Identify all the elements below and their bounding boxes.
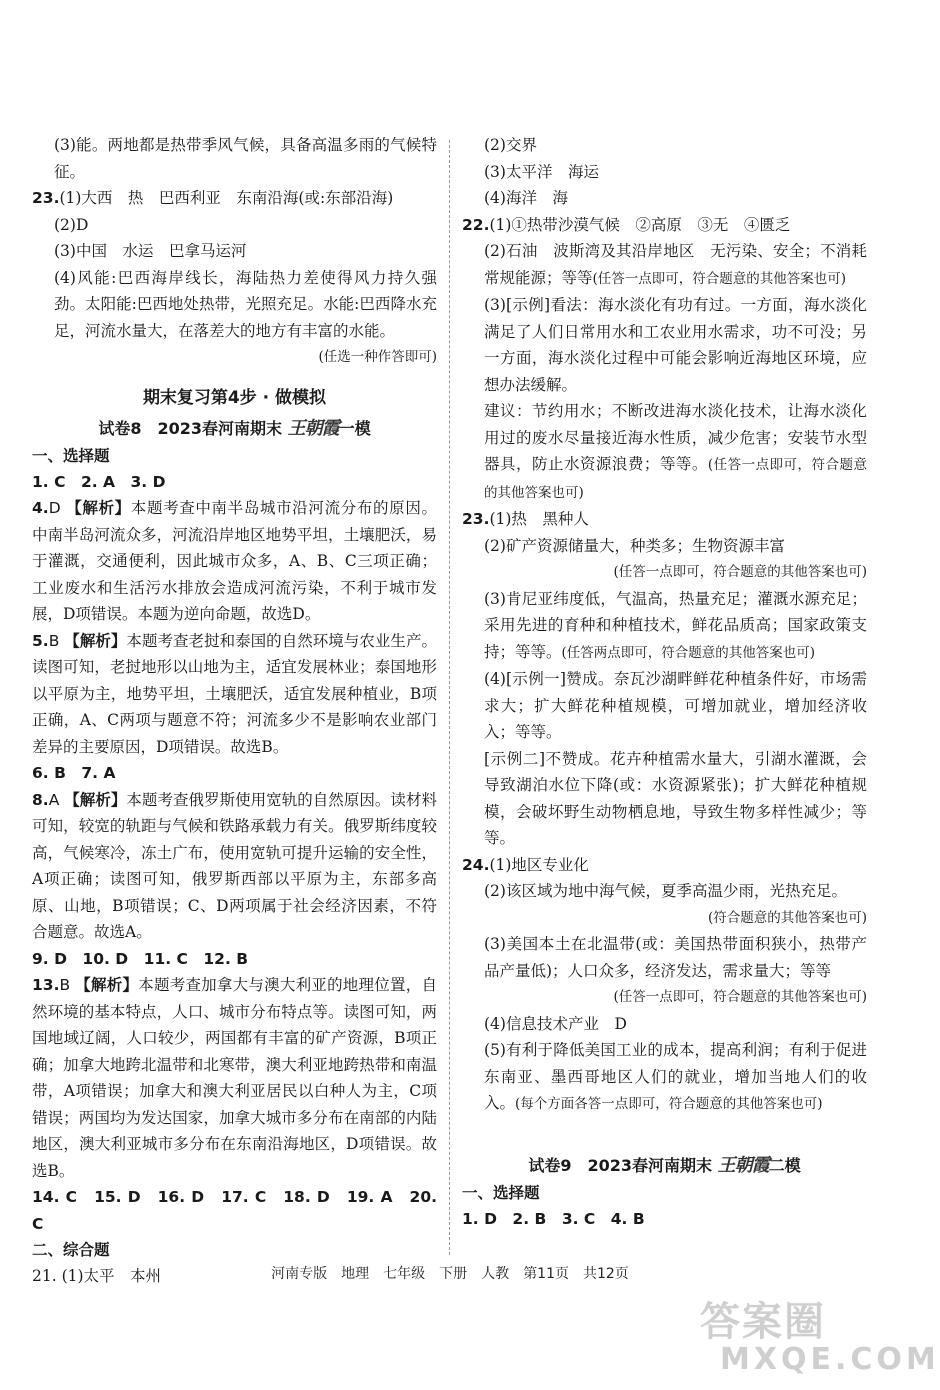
q23r-answer-2: (2)矿产资源储量大，种类多；生物资源丰富: [484, 536, 785, 555]
q1-3-answers: 1. C 2. A 3. D: [32, 472, 166, 491]
paper8-suffix: 一模: [338, 418, 371, 438]
q23r-a4b-text: 不赞成。花卉种植需水量大，引湖水灌溉，会导致湖泊水位下降(或：水资源紧张)；扩大鲜花种植规模，会破坏野生动物栖息地，导致生物多样性减少；等等。: [484, 749, 867, 847]
q23r-a4-text: 赞成。奈瓦沙湖畔鲜花种植条件好，市场需求大；扩大鲜花种植规模，可增加就业，增加经济收入；等等。: [484, 670, 867, 741]
q5-explanation: [32, 628, 437, 761]
q14-20-answers: 14. C 15. D 16. D 17. C 18. D 19. A 20. C: [32, 1188, 437, 1233]
q4-number: 4.: [32, 499, 49, 517]
paper9-q1-4-answers: 1. D 2. B 3. C 4. B: [462, 1209, 645, 1228]
column-divider: [449, 140, 450, 1255]
q8-number: 8.: [32, 790, 49, 809]
watermark-line1: 答案圈: [700, 1299, 826, 1345]
q5-answer: B: [48, 631, 60, 650]
q22-answer-1: [462, 212, 867, 239]
q24-a5-text: (5)有利于降低美国工业的成本，提高利润；有利于促进东南亚、墨西哥地区人们的就业，增加当地人们的收入。: [484, 1041, 867, 1112]
q5-analysis-tag: 【解析】: [64, 630, 127, 650]
q22-a3-note: (任答一点即可，符合题意的其他答案也可): [484, 457, 867, 501]
q24-number: 24.: [462, 855, 490, 874]
q23r-a2-note: (任答一点即可，符合题意的其他答案也可): [613, 564, 867, 580]
q4-answer: D: [48, 499, 61, 517]
q8-answer: A: [48, 790, 60, 809]
q23r-a4-tag: (4)[示例一]: [484, 670, 566, 688]
q23-answer-1: [32, 185, 437, 212]
q23r-answer-3: [462, 586, 867, 667]
q24-answer-2: (2)该区域为地中海气候，夏季高温少雨，光热充足。: [484, 882, 847, 900]
section-title: 期末复习第4步 · 做模拟: [142, 387, 327, 408]
q23r-a4b-tag: [示例二]: [484, 749, 545, 768]
q24-a1-text: (1)地区专业化: [489, 855, 589, 874]
q24-a5-note: (每个方面各答一点即可，符合题意的其他答案也可): [515, 1096, 823, 1112]
q23r-a3-note: (任答两点即可，符合题意的其他答案也可): [561, 644, 816, 661]
part1-heading: 一、选择题: [32, 446, 110, 465]
q5-number: 5.: [32, 631, 49, 650]
q24-answer-3: (3)美国本土在北温带(或：美国热带面积狭小，热带产品产量低)；人口众多，经济发达，需求量大；等等: [484, 935, 867, 980]
paper8-prefix: 试卷8 2023春河南期末: [98, 418, 283, 438]
q22-suggestion-text: 建议：节约用水；不断改进海水淡化技术，让海水淡化用过的废水尽量接近海水性质，减少危害；安装节水型器具，防止水资源浪费；等等。: [484, 402, 867, 473]
q24-answer-1: [462, 852, 867, 879]
q24-a3-note: (任答一点即可，符合题意的其他答案也可): [613, 989, 867, 1005]
q5-text: 本题考查老挝和泰国的自然环境与农业生产。读图可知，老挝地形以山地为主，适宜发展林业；泰国地形以平原为主，地势平坦，土壤肥沃，适宜发展种植业，B项正确，A、C两项与题意不符；河流多少不是影响农业部门差异的主要原因，D项错误。故选B。: [32, 631, 437, 756]
q23-number: 23.: [32, 189, 60, 207]
part2-heading: 二、综合题: [32, 1241, 110, 1259]
q21-answer-2: (2)交界: [484, 136, 537, 154]
q13-analysis-tag: 【解析】: [75, 975, 139, 994]
paper9-prefix: 试卷9 2023春河南期末: [528, 1155, 713, 1175]
q22-a1-text: (1)①热带沙漠气候 ②高原 ③无 ④匮乏: [489, 215, 791, 234]
q23r-a3-text: (3)肯尼亚纬度低，气温高，热量充足；灌溉水源充足；采用先进的育种和种植技术，鲜花品质高；国家政策支持；等等。: [484, 589, 867, 661]
q22-a3-text: 看法：海水淡化有功有过。一方面，海水淡化满足了人们日常用水和工农业用水需求，功不可没；另一方面，海水淡化过程中可能会影响近海地区环境，应想办法缓解。: [484, 296, 867, 394]
page-footer: 河南专版 地理 七年级 下册 人教 第11页 共12页: [271, 1266, 629, 1282]
brand-logo: 王朝霞: [287, 417, 339, 439]
q22-answer-2: [462, 238, 867, 292]
brand-logo-2: 王朝霞: [717, 1154, 769, 1176]
q23-answer-3: (3)中国 水运 巴拿马运河: [54, 242, 247, 260]
q24-answer-4: (4)信息技术产业 D: [484, 1014, 627, 1033]
paper9-suffix: 二模: [768, 1155, 801, 1175]
q22-answer-3: [462, 292, 867, 398]
q13-explanation: [32, 972, 437, 1184]
q23r-answer-1: [462, 506, 867, 533]
q13-number: 13.: [32, 976, 60, 994]
q8-explanation: [32, 787, 437, 946]
q8-text: 本题考查俄罗斯使用宽轨的自然原因。读材料可知，较宽的轨距与气候和铁路承载力有关。俄罗斯纬度较高，气候寒冷，冻土广布，使用宽轨可提升运输的安全性，A项正确；读图可知，俄罗斯西部以平原为主，东部多高原、山地，B项错误；C、D两项属于社会经济因素，不符合题意。故选A。: [32, 790, 437, 941]
paper9-title: [462, 1152, 867, 1180]
part1-heading-2: 一、选择题: [462, 1183, 540, 1202]
q9-12-answers: 9. D 10. D 11. C 12. B: [32, 949, 249, 968]
q21-answer-3: (3)太平洋 海运: [484, 162, 599, 181]
right-column: [462, 132, 867, 1232]
q22-suggestion: [462, 398, 867, 506]
watermark-logo: [700, 1299, 940, 1380]
q23-answer-4: (4)风能:巴西海岸线长，海陆热力差使得风力持久强劲。太阳能:巴西地处热带，光照充足。水能:巴西降水充足，河流水量大，在落差大的地方有丰富的水能。: [54, 268, 437, 340]
q24-a2-note: (符合题意的其他答案也可): [707, 909, 867, 926]
q22-answer-3: (3)能。两地都是热带季风气候，具备高温多雨的气候特征。: [54, 136, 437, 181]
q13-answer: B: [59, 976, 71, 994]
paper8-title: [32, 415, 437, 443]
q22-a2-note: (任答一点即可，符合题意的其他答案也可): [592, 270, 847, 287]
q23-answer-2: (2)D: [54, 215, 89, 234]
q23-a1-text: (1)大西 热 巴西利亚 东南沿海(或:东部沿海): [59, 189, 394, 207]
watermark-line2: MXQE.COM: [720, 1342, 940, 1377]
q4-analysis-tag: 【解析】: [66, 498, 131, 517]
q8-analysis-tag: 【解析】: [64, 789, 127, 809]
q23-note: (任选一种作答即可): [318, 349, 437, 365]
q21-answer-4: (4)海洋 海: [484, 189, 568, 207]
q23r-number: 23.: [462, 510, 490, 528]
q6-7-answers: 6. B 7. A: [32, 764, 116, 782]
q13-text: 本题考查加拿大与澳大利亚的地理位置，自然环境的基本特点，人口、城市分布特点等。读图可知，两国地域辽阔，人口较少，两国都有丰富的矿产资源，B项正确；加拿大地跨北温带和北寒带，澳大利亚地跨热带和南温带，A项错误；加拿大和澳大利亚居民以白种人为主，C项错误；两国均为发达国家，加拿大城市多分布在南部的内陆地区，澳大利亚城市多分布在东南沿海地区，D项错误。故选B。: [32, 976, 437, 1180]
q22-a2-text: (2)石油 波斯湾及其沿岸地区 无污染、安全；不消耗常规能源；等等: [484, 242, 867, 287]
q4-text: 本题考查中南半岛城市沿河流分布的原因。中南半岛河流众多，河流沿岸地区地势平坦，土壤肥沃，易于灌溉，交通便利，因此城市众多，A、B、C三项正确；工业废水和生活污水排放会造成河流污染，不利于城市发展，D项错误。本题为逆向命题，故选D。: [32, 499, 437, 623]
q23r-answer-4b: [462, 746, 867, 852]
q4-explanation: [32, 495, 437, 628]
q21-answer-1: 21. (1)太平 本州: [32, 1267, 162, 1285]
q23r-answer-4: [462, 666, 867, 746]
q22-number: 22.: [462, 215, 490, 234]
q24-answer-5: [462, 1037, 867, 1118]
q22-a3-tag: (3)[示例]: [484, 296, 551, 314]
q23r-a1-text: (1)热 黑种人: [489, 510, 589, 528]
left-column: [32, 132, 437, 1290]
